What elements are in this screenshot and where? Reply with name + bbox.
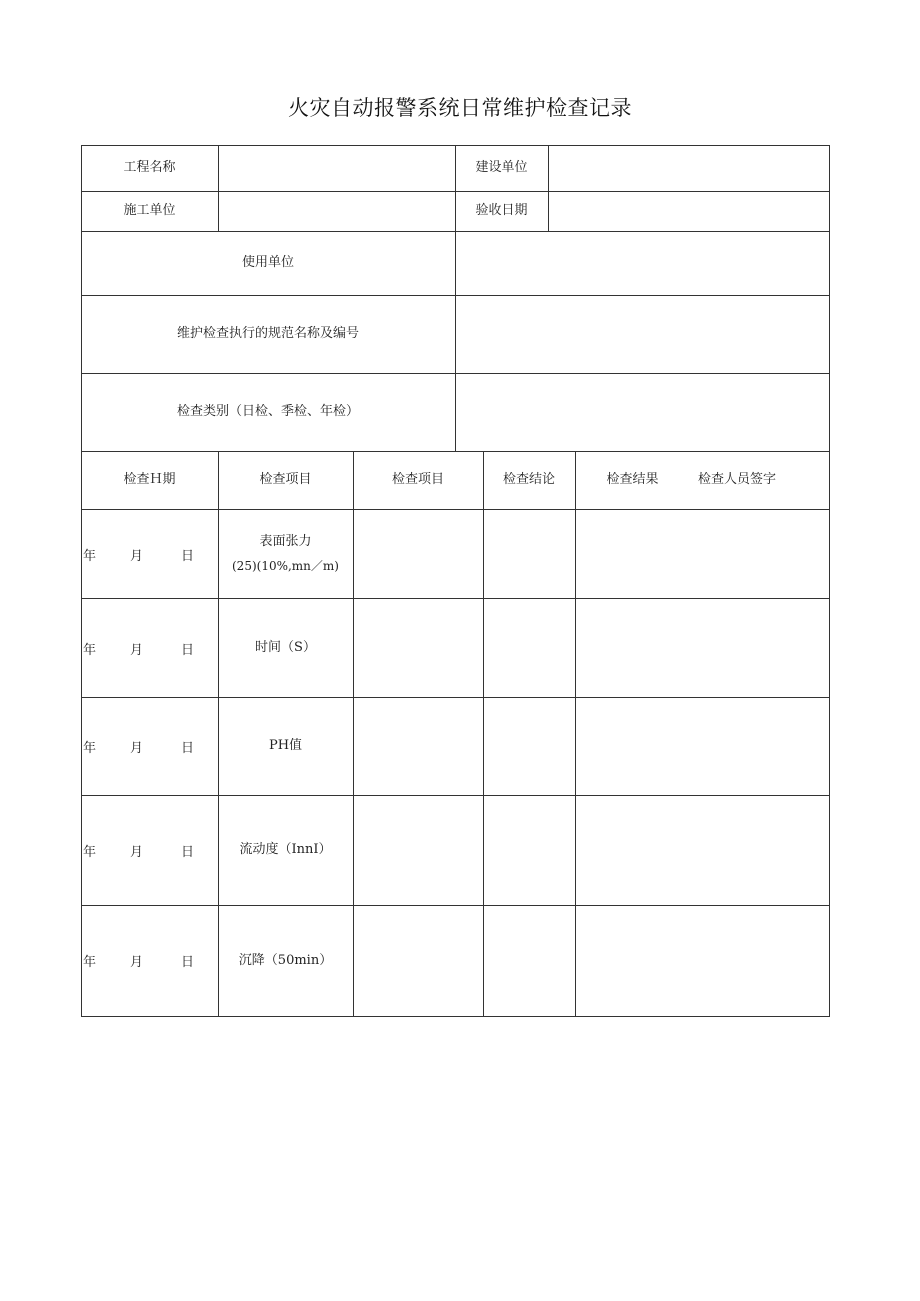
user-unit-value[interactable] [455, 231, 830, 295]
item-cell [218, 697, 353, 795]
item-name: PH值 [268, 738, 303, 753]
conclusion-cell[interactable] [483, 795, 575, 905]
year-label: 年 [83, 549, 97, 564]
result-signature-cell[interactable] [575, 697, 830, 795]
day-label: 日 [181, 741, 195, 756]
item-value-cell[interactable] [353, 905, 483, 1017]
header-item-2: 检查项目 [391, 472, 444, 487]
result-signature-cell[interactable] [575, 509, 830, 598]
result-signature-cell[interactable] [575, 905, 830, 1017]
item-name: 沉降（50min） [238, 953, 333, 968]
item-name: 流动度（InnI） [239, 842, 332, 857]
year-label: 年 [83, 845, 97, 860]
builder-label: 施工单位 [123, 203, 176, 218]
result-signature-cell[interactable] [575, 598, 830, 697]
item-cell [218, 509, 353, 598]
day-label: 日 [181, 845, 195, 860]
item-spec: (25)(10%,mn／m) [232, 558, 339, 573]
month-label: 月 [130, 845, 144, 860]
result-signature-cell[interactable] [575, 795, 830, 905]
item-value-cell[interactable] [353, 697, 483, 795]
item-name: 表面张力 [259, 533, 312, 549]
month-label: 月 [130, 741, 144, 756]
item-cell [218, 795, 353, 905]
month-label: 月 [130, 955, 144, 970]
item-cell [218, 598, 353, 697]
day-label: 日 [181, 549, 195, 564]
acceptance-date-value[interactable] [548, 191, 830, 231]
conclusion-cell[interactable] [483, 697, 575, 795]
conclusion-cell[interactable] [483, 509, 575, 598]
header-date: 检查Ｈ期 [123, 472, 176, 487]
day-label: 日 [181, 955, 195, 970]
standard-label: 维护检查执行的规范名称及编号 [176, 326, 359, 341]
header-result: 检查结果 [606, 472, 659, 487]
builder-value[interactable] [218, 191, 455, 231]
standard-value[interactable] [455, 295, 830, 373]
header-conclusion: 检查结论 [502, 472, 555, 487]
item-value-cell[interactable] [353, 598, 483, 697]
project-name-value[interactable] [218, 145, 455, 191]
item-value-cell[interactable] [353, 509, 483, 598]
year-label: 年 [83, 955, 97, 970]
page-title: 火灾自动报警系统日常维护检查记录 [288, 96, 632, 120]
year-label: 年 [83, 643, 97, 658]
header-signature: 检查人员签字 [697, 472, 776, 487]
item-cell [218, 905, 353, 1017]
day-label: 日 [181, 643, 195, 658]
user-unit-label: 使用单位 [241, 255, 294, 270]
month-label: 月 [130, 549, 144, 564]
category-label: 检查类别（日检、季检、年检） [176, 404, 359, 419]
construction-unit-value[interactable] [548, 145, 830, 191]
construction-unit-label: 建设单位 [475, 160, 528, 175]
project-name-label: 工程名称 [123, 160, 176, 175]
header-item-1: 检查项目 [259, 472, 312, 487]
item-value-cell[interactable] [353, 795, 483, 905]
category-value[interactable] [455, 373, 830, 451]
item-name: 时间（S） [255, 639, 316, 655]
acceptance-date-label: 验收日期 [475, 203, 528, 218]
year-label: 年 [83, 741, 97, 756]
conclusion-cell[interactable] [483, 598, 575, 697]
month-label: 月 [130, 643, 144, 658]
conclusion-cell[interactable] [483, 905, 575, 1017]
